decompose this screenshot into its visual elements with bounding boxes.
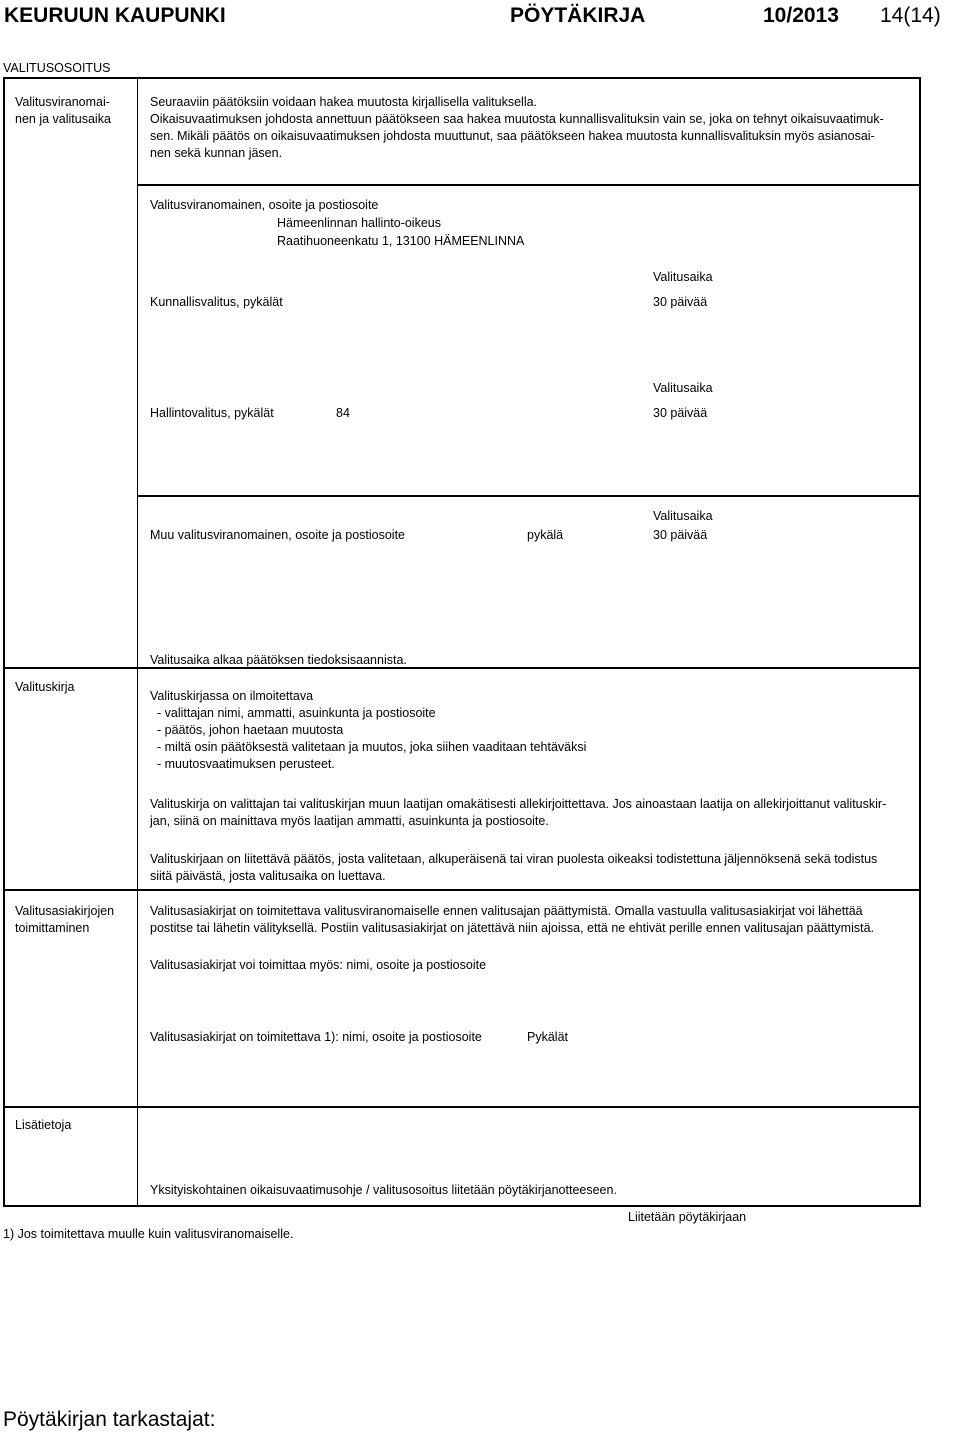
municipal-period-heading: Valitusaika (653, 270, 713, 284)
row-label-lisatietoja: Lisätietoja (15, 1118, 72, 1132)
other-period-heading: Valitusaika (653, 509, 713, 523)
municipal-period: 30 päivää (653, 295, 708, 309)
reviewers-heading: Pöytäkirjan tarkastajat: (3, 1408, 216, 1431)
divider-row-toimittaminen (4, 889, 920, 891)
row-label-valituskirja: Valituskirja (15, 680, 75, 694)
delivery-paragraph: Valitusasiakirjat on toimitettava valitusviranomaiselle ennen valitusajan päättymistä. Omalla vastuulla valitusasiakirjat voi lähettää postitse tai lähetin välityksellä. Postiin valitusasiakirjat on jätettävä niin ajoissa, että ne ehtivät perille ennen valitusajan päättymistä. (150, 904, 875, 935)
signing-paragraph: Valituskirja on valittajan tai valituskirjan muun laatijan omakätisesti allekirjoittettava. Jos ainoastaan laatija on allekirjoittanut valituskir- jan, siinä on mainittava myös laatijan ammatti, asuinkunta ja postiosoite. (150, 797, 887, 828)
intro-line: Seuraaviin päätöksiin voidaan hakea muutosta kirjallisella valituksella. (150, 95, 538, 109)
requirements-intro: Valituskirjassa on ilmoitettava (150, 689, 314, 703)
label-column-divider (137, 78, 138, 1206)
page-number: 14(14) (880, 4, 941, 27)
delivery-also-to: Valitusasiakirjat voi toimittaa myös: nimi, osoite ja postiosoite (150, 958, 487, 972)
other-section-label: pykälä (527, 528, 564, 542)
administrative-sections: 84 (336, 406, 350, 420)
footnote: 1) Jos toimitettava muulle kuin valitusviranomaiselle. (3, 1227, 294, 1241)
administrative-period-heading: Valitusaika (653, 381, 713, 395)
appeal-start-note: Valitusaika alkaa päätöksen tiedoksisaannista. (150, 653, 407, 667)
authority-address: Raatihuoneenkatu 1, 13100 HÄMEENLINNA (277, 234, 525, 248)
attachment-paragraph: Valituskirjaan on liitettävä päätös, josta valitetaan, alkuperäisenä tai viran puolesta oikeaksi todistettuna jäljennöksenä sekä todistus siitä päivästä, josta valitusaika on luettava. (150, 852, 878, 883)
issue-number: 10/2013 (763, 4, 839, 27)
section-title: VALITUSOSOITUS (3, 61, 111, 75)
municipal-appeal-label: Kunnallisvalitus, pykälät (150, 295, 283, 309)
requirement-item: - miltä osin päätöksestä valitetaan ja muutos, joka siihen vaaditaan tehtäväksi (157, 740, 587, 754)
divider-row-lisatietoja (4, 1106, 920, 1108)
organization-name: KEURUUN KAUPUNKI (4, 4, 226, 27)
appeal-intro-text (150, 94, 884, 162)
other-authority-label: Muu valitusviranomainen, osoite ja postiosoite (150, 528, 405, 542)
delivery-sections-label: Pykälät (527, 1030, 568, 1044)
row-label-toimittaminen: Valitusasiakirjojen toimittaminen (15, 904, 115, 935)
appeal-letter-requirements (150, 688, 586, 773)
administrative-appeal-label: Hallintovalitus, pykälät (150, 406, 274, 420)
divider-administrative (137, 495, 920, 497)
divider-row-valituskirja (4, 667, 920, 669)
requirement-item: - päätös, johon haetaan muutosta (157, 723, 344, 737)
authority-heading: Valitusviranomainen, osoite ja postiosoite (150, 198, 379, 212)
requirement-item: - muutosvaatimuksen perusteet. (157, 757, 335, 771)
other-period: 30 päivää (653, 528, 708, 542)
administrative-period: 30 päivää (653, 406, 708, 420)
requirement-item: - valittajan nimi, ammatti, asuinkunta ja postiosoite (157, 706, 436, 720)
intro-line: nen sekä kunnan jäsen. (150, 146, 283, 160)
intro-line: sen. Mikäli päätös on oikaisuvaatimuksen johdosta muuttunut, saa päätökseen hakea muutosta kunnallisvalituksin myös asianosai- (150, 129, 875, 143)
intro-line: Oikaisuvaatimuksen johdosta annettuun päätökseen saa hakea muutosta kunnallisvalituksin vain se, joka on tehnyt oikaisuvaatimuk- (150, 112, 884, 126)
authority-name: Hämeenlinnan hallinto-oikeus (277, 216, 441, 230)
row-label-valitusviranomainen: Valitusviranomai- nen ja valitusaika (15, 95, 111, 126)
delivery-must-to: Valitusasiakirjat on toimitettava 1): nimi, osoite ja postiosoite (150, 1030, 482, 1044)
additional-info-text: Yksityiskohtainen oikaisuvaatimusohje / valitusosoitus liitetään pöytäkirjanotteeseen. (150, 1183, 617, 1197)
divider-intro (137, 184, 920, 186)
attached-note: Liitetään pöytäkirjaan (628, 1210, 747, 1224)
document-type: PÖYTÄKIRJA (510, 4, 646, 27)
